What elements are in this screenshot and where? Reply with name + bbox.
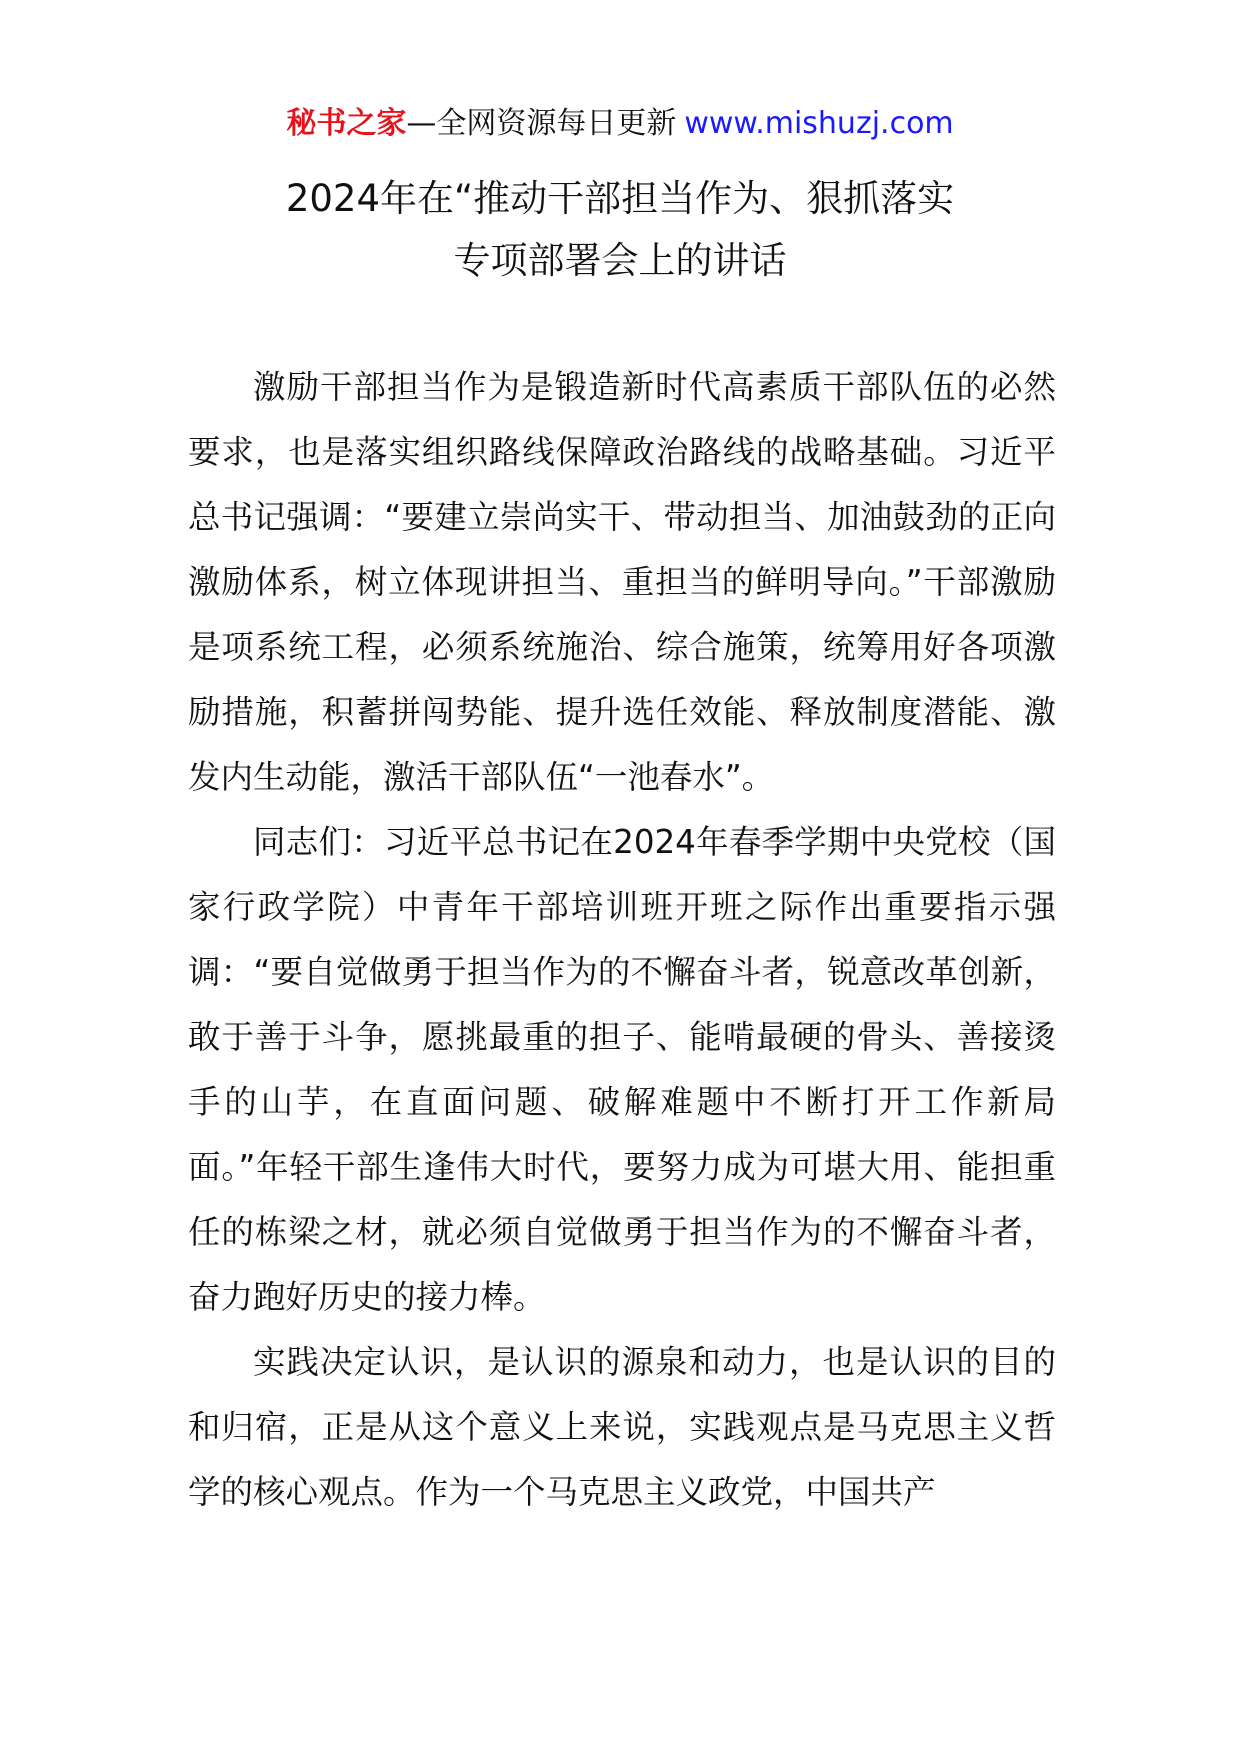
title-line-1: 2024年在“推动干部担当作为、狠抓落实 — [285, 177, 955, 220]
paragraph: 实践决定认识，是认识的源泉和动力，也是认识的目的和归宿，正是从这个意义上来说，实践观点是马克思主义哲学的核心观点。作为一个马克思主义政党，中国共产 — [188, 1343, 1056, 1511]
brand-name: 秘书之家 — [286, 106, 407, 141]
site-url[interactable]: www.mishuzj.com — [684, 106, 954, 141]
header-tagline: —全网资源每日更新 — [406, 106, 677, 141]
title-line-2: 专项部署会上的讲话 — [453, 239, 787, 282]
paragraph: 同志们：习近平总书记在2024年春季学期中央党校（国家行政学院）中青年干部培训班开班之际作出重要指示强调：“要自觉做勇于担当作为的不懈奋斗者，锐意改革创新，敢于善于斗争，愿挑最重的担子、能啃最硬的骨头、善接烫手的山芋，在直面问题、破解难题中不断打开工作新局面。”年轻干部生逢伟大时代，要努力成为可堪大用、能担重任的栋梁之材，就必须自觉做勇于担当作为的不懈奋斗者，奋力跑好历史的接力棒。 — [188, 823, 1056, 1316]
site-header — [0, 104, 1240, 144]
document-title — [0, 168, 1240, 292]
document-body — [188, 355, 1056, 1525]
paragraph: 激励干部担当作为是锻造新时代高素质干部队伍的必然要求，也是落实组织路线保障政治路线的战略基础。习近平总书记强调：“要建立崇尚实干、带动担当、加油鼓劲的正向激励体系，树立体现讲担当、重担当的鲜明导向。”干部激励是项系统工程，必须系统施治、综合施策，统筹用好各项激励措施，积蓄拼闯势能、提升选任效能、释放制度潜能、激发内生动能，激活干部队伍“一池春水”。 — [188, 368, 1056, 796]
